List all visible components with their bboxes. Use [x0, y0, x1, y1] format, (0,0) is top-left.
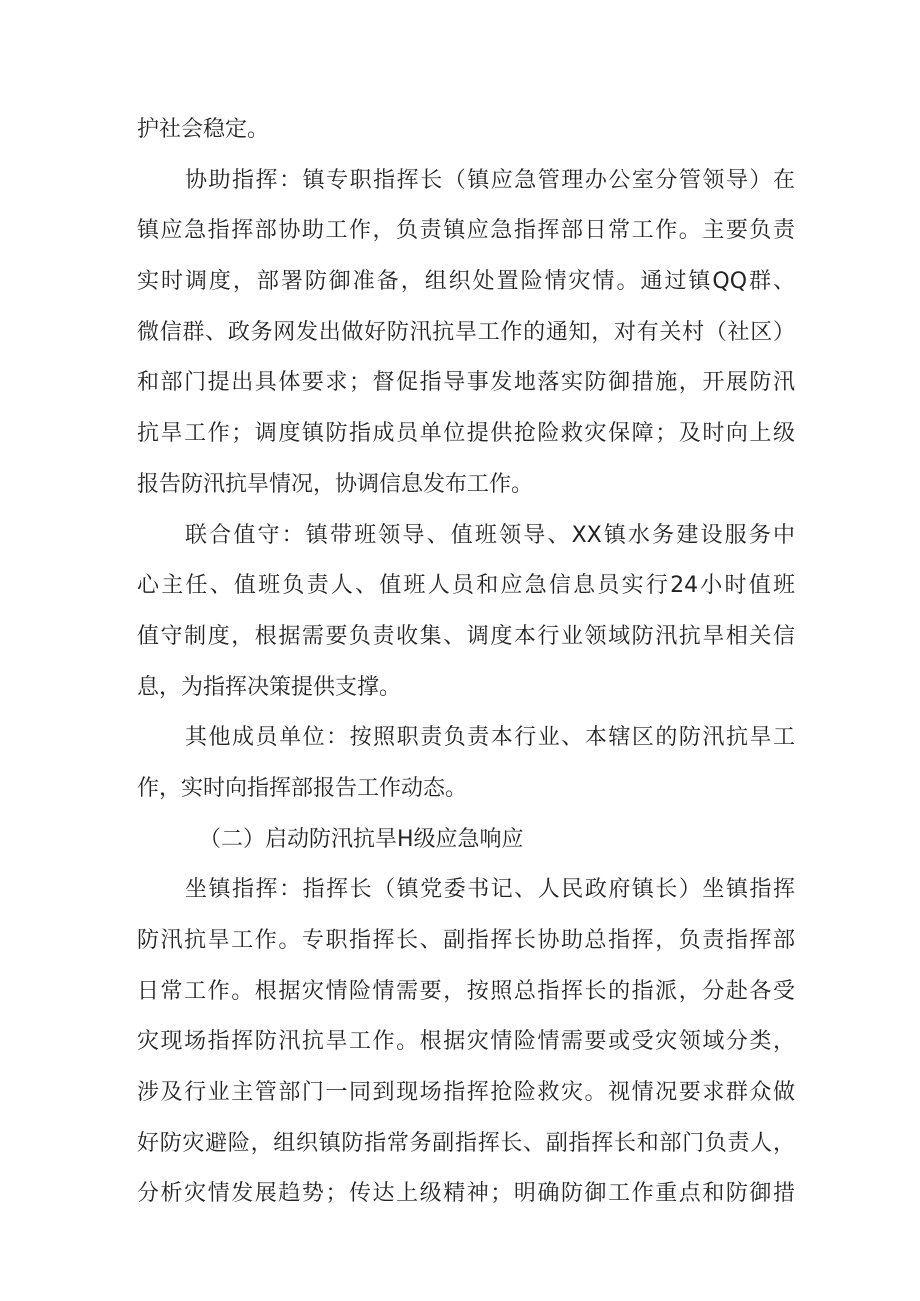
text-line: 协助指挥：镇专职指挥长（镇应急管理办公室分管领导）在	[185, 167, 795, 193]
text-line: 微信群、政务网发出做好防汛抗旱工作的通知，对有关村（社区）	[137, 319, 795, 345]
section-heading: （二）启动防汛抗旱H级应急响应	[199, 826, 524, 852]
text-line: 坐镇指挥：指挥长（镇党委书记、人民政府镇长）坐镇指挥	[185, 877, 795, 903]
text-line: 灾现场指挥防汛抗旱工作。根据灾情险情需要或受灾领域分类，	[137, 1029, 795, 1055]
text-line: 值守制度，根据需要负责收集、调度本行业领域防汛抗旱相关信	[137, 623, 795, 649]
text-line: 涉及行业主管部门一同到现场指挥抢险救灾。视情况要求群众做	[137, 1080, 795, 1106]
text-line: 息，为指挥决策提供支撑。	[137, 674, 402, 700]
text-line: 实时调度，部署防御准备，组织处置险情灾情。通过镇QQ群、	[137, 269, 795, 295]
text-line: 防汛抗旱工作。专职指挥长、副指挥长协助总指挥，负责指挥部	[137, 928, 795, 953]
text-line: 护社会稳定。	[137, 117, 270, 142]
text-line: 日常工作。根据灾情险情需要，按照总指挥长的指派，分赴各受	[137, 978, 795, 1004]
text-line: 抗旱工作；调度镇防指成员单位提供抢险救灾保障；及时向上级	[137, 421, 795, 447]
text-line: 心主任、值班负责人、值班人员和应急信息员实行24小时值班	[137, 573, 795, 599]
text-line: 分析灾情发展趋势；传达上级精神；明确防御工作重点和防御措	[137, 1181, 795, 1207]
text-line: 好防灾避险，组织镇防指常务副指挥长、副指挥长和部门负责人，	[137, 1130, 795, 1156]
text-line: 其他成员单位：按照职责负责本行业、本辖区的防汛抗旱工	[185, 725, 795, 751]
text-line: 作，实时向指挥部报告工作动态。	[137, 775, 468, 801]
text-line: 镇应急指挥部协助工作，负责镇应急指挥部日常工作。主要负责	[137, 218, 795, 244]
text-line: 和部门提出具体要求；督促指导事发地落实防御措施，开展防汛	[137, 370, 795, 396]
document-body	[137, 105, 795, 1220]
text-line: 报告防汛抗旱情况，协调信息发布工作。	[137, 471, 534, 497]
text-line: 联合值守：镇带班领导、值班领导、XX镇水务建设服务中	[185, 522, 795, 548]
